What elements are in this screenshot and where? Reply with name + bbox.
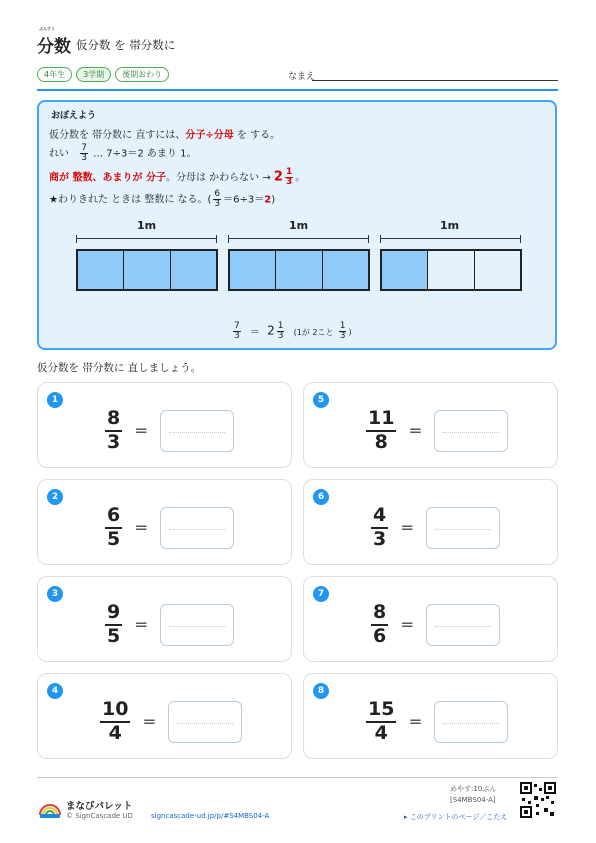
problem-fraction xyxy=(371,603,388,647)
problem-fraction xyxy=(371,506,388,550)
info-heading: おぼえよう xyxy=(51,111,97,121)
example-fraction: $\frac{7}{3}$ xyxy=(81,143,87,163)
page-subtitle xyxy=(76,37,175,53)
tape-bar-3 xyxy=(380,249,522,291)
problem-number-badge: 5 xyxy=(313,392,329,408)
info-line-2: れい $\frac{7}{3}$ … 7÷3＝2 あまり 1。 xyxy=(49,143,197,163)
title-ruby: ぶんすう xyxy=(39,26,55,31)
equals-sign: ＝ xyxy=(142,714,157,731)
problem-row xyxy=(366,700,508,744)
divisible-fraction: $\frac{6}{3}$ xyxy=(214,189,221,209)
rainbow-logo-icon xyxy=(38,797,62,819)
equals-sign: ＝ xyxy=(408,423,423,440)
problem-number-badge: 8 xyxy=(313,683,329,699)
fraction-numerator: 10 xyxy=(100,700,130,723)
info-line-3: 商が 整数、あまりが 分子。分母は かわらない → 2 $\frac{1}{3}$ 。 xyxy=(49,167,306,187)
tape-cell xyxy=(78,251,124,289)
problem-fraction xyxy=(105,603,122,647)
subtitle-wo: を xyxy=(114,38,126,52)
fraction-denominator: 3 xyxy=(373,527,387,550)
page-url[interactable]: signcascade-ud.jp/p/#S4MBS04-A xyxy=(151,812,270,820)
copyright: © SignCascade UD xyxy=(66,812,133,820)
tag-term: 3学期 xyxy=(76,67,111,82)
info-line-1: 仮分数を 帯分数に 直すには、分子÷分母 を する。 xyxy=(49,130,281,141)
fraction-denominator: 6 xyxy=(373,624,387,647)
info-equation: $\frac{7}{3}$ ＝ 2 $\frac{1}{3}$ (1が 2こと $\frac{1}{3}$ ) xyxy=(234,321,352,341)
problem-fraction xyxy=(105,409,122,453)
name-field[interactable] xyxy=(312,80,558,81)
segment-bracket-3 xyxy=(380,235,521,243)
tape-cell xyxy=(276,251,322,289)
tape-cell xyxy=(475,251,520,289)
fraction-denominator: 3 xyxy=(107,430,121,453)
equals-sign: ＝ xyxy=(134,617,149,634)
equals-sign: ＝ xyxy=(408,714,423,731)
problem-fraction xyxy=(100,700,130,744)
answer-box[interactable] xyxy=(168,701,242,743)
answer-box[interactable] xyxy=(160,507,234,549)
equals-sign: ＝ xyxy=(134,520,149,537)
fraction-denominator: 4 xyxy=(108,721,122,744)
problem-card xyxy=(37,576,292,662)
segment-bracket-2 xyxy=(228,235,369,243)
problem-card xyxy=(303,576,558,662)
tag-list xyxy=(37,67,169,82)
answer-box[interactable] xyxy=(434,410,508,452)
time-estimate: めやす:10ぷん xyxy=(450,785,497,793)
fraction-numerator: 9 xyxy=(105,603,122,626)
info-line-4: ★わりきれた ときは 整数に なる。( $\frac{6}{3}$ ＝6÷3＝2) xyxy=(49,189,276,209)
problem-card xyxy=(303,673,558,759)
page-title: ぶんすう 分数 xyxy=(37,26,71,57)
tape-bar-2 xyxy=(228,249,370,291)
tape-cell xyxy=(124,251,170,289)
fraction-denominator: 5 xyxy=(107,624,121,647)
problem-row xyxy=(366,409,508,453)
worksheet-code: [S4MBS04-A] xyxy=(450,796,496,804)
problem-card xyxy=(37,382,292,468)
segment-label-1: 1m xyxy=(137,219,157,232)
answer-box[interactable] xyxy=(160,410,234,452)
problem-number-badge: 6 xyxy=(313,489,329,505)
problem-row xyxy=(105,506,234,550)
problem-row xyxy=(105,409,234,453)
subtitle-mixed: 帯分数 xyxy=(129,38,164,52)
problem-fraction xyxy=(105,506,122,550)
problem-row xyxy=(105,603,234,647)
fraction-denominator: 5 xyxy=(107,527,121,550)
problem-number-badge: 3 xyxy=(47,586,63,602)
answer-box[interactable] xyxy=(160,604,234,646)
segment-label-2: 1m xyxy=(289,219,309,232)
tape-bar-1 xyxy=(76,249,218,291)
brand-name: まなびパレット xyxy=(66,801,133,812)
tape-cell xyxy=(230,251,276,289)
fraction-numerator: 4 xyxy=(371,506,388,529)
header-divider xyxy=(37,89,558,91)
problem-card xyxy=(37,479,292,565)
equals-sign: ＝ xyxy=(134,423,149,440)
fraction-numerator: 8 xyxy=(105,409,122,432)
problem-row xyxy=(100,700,242,744)
problem-number-badge: 1 xyxy=(47,392,63,408)
segment-bracket-1 xyxy=(76,235,217,243)
equals-sign: ＝ xyxy=(400,520,415,537)
tag-period: 後期おわり xyxy=(115,67,169,82)
name-label: なまえ xyxy=(288,72,316,82)
fraction-denominator: 8 xyxy=(374,430,388,453)
mixed-whole: 2 xyxy=(273,169,283,185)
tape-cell xyxy=(323,251,368,289)
problem-row xyxy=(371,603,500,647)
fraction-denominator: 4 xyxy=(374,721,388,744)
answer-box[interactable] xyxy=(426,604,500,646)
problem-fraction xyxy=(366,409,396,453)
answer-box[interactable] xyxy=(434,701,508,743)
problem-number-badge: 7 xyxy=(313,586,329,602)
problem-card xyxy=(303,479,558,565)
tape-cell xyxy=(171,251,216,289)
answer-box[interactable] xyxy=(426,507,500,549)
problem-number-badge: 2 xyxy=(47,489,63,505)
fraction-numerator: 15 xyxy=(366,700,396,723)
subtitle-ni: に xyxy=(163,38,176,52)
answer-link[interactable]: ▸ このプリントのページ／こたえ xyxy=(404,813,508,821)
problem-card xyxy=(303,382,558,468)
fraction-numerator: 11 xyxy=(366,409,396,432)
qr-code-icon[interactable] xyxy=(520,782,556,818)
footer-divider xyxy=(37,777,558,778)
instruction: 仮分数を 帯分数に 直しましょう。 xyxy=(37,362,202,374)
problem-row xyxy=(371,506,500,550)
fraction-numerator: 6 xyxy=(105,506,122,529)
tape-cell xyxy=(382,251,428,289)
tape-cell xyxy=(428,251,474,289)
problem-card xyxy=(37,673,292,759)
info-panel xyxy=(37,100,557,350)
problem-fraction xyxy=(366,700,396,744)
mixed-fraction: $\frac{1}{3}$ xyxy=(285,167,293,187)
subtitle-improper: 仮分数 xyxy=(76,38,111,52)
segment-label-3: 1m xyxy=(440,219,460,232)
problem-number-badge: 4 xyxy=(47,683,63,699)
equals-sign: ＝ xyxy=(400,617,415,634)
fraction-numerator: 8 xyxy=(371,603,388,626)
tag-grade: 4年生 xyxy=(37,67,72,82)
